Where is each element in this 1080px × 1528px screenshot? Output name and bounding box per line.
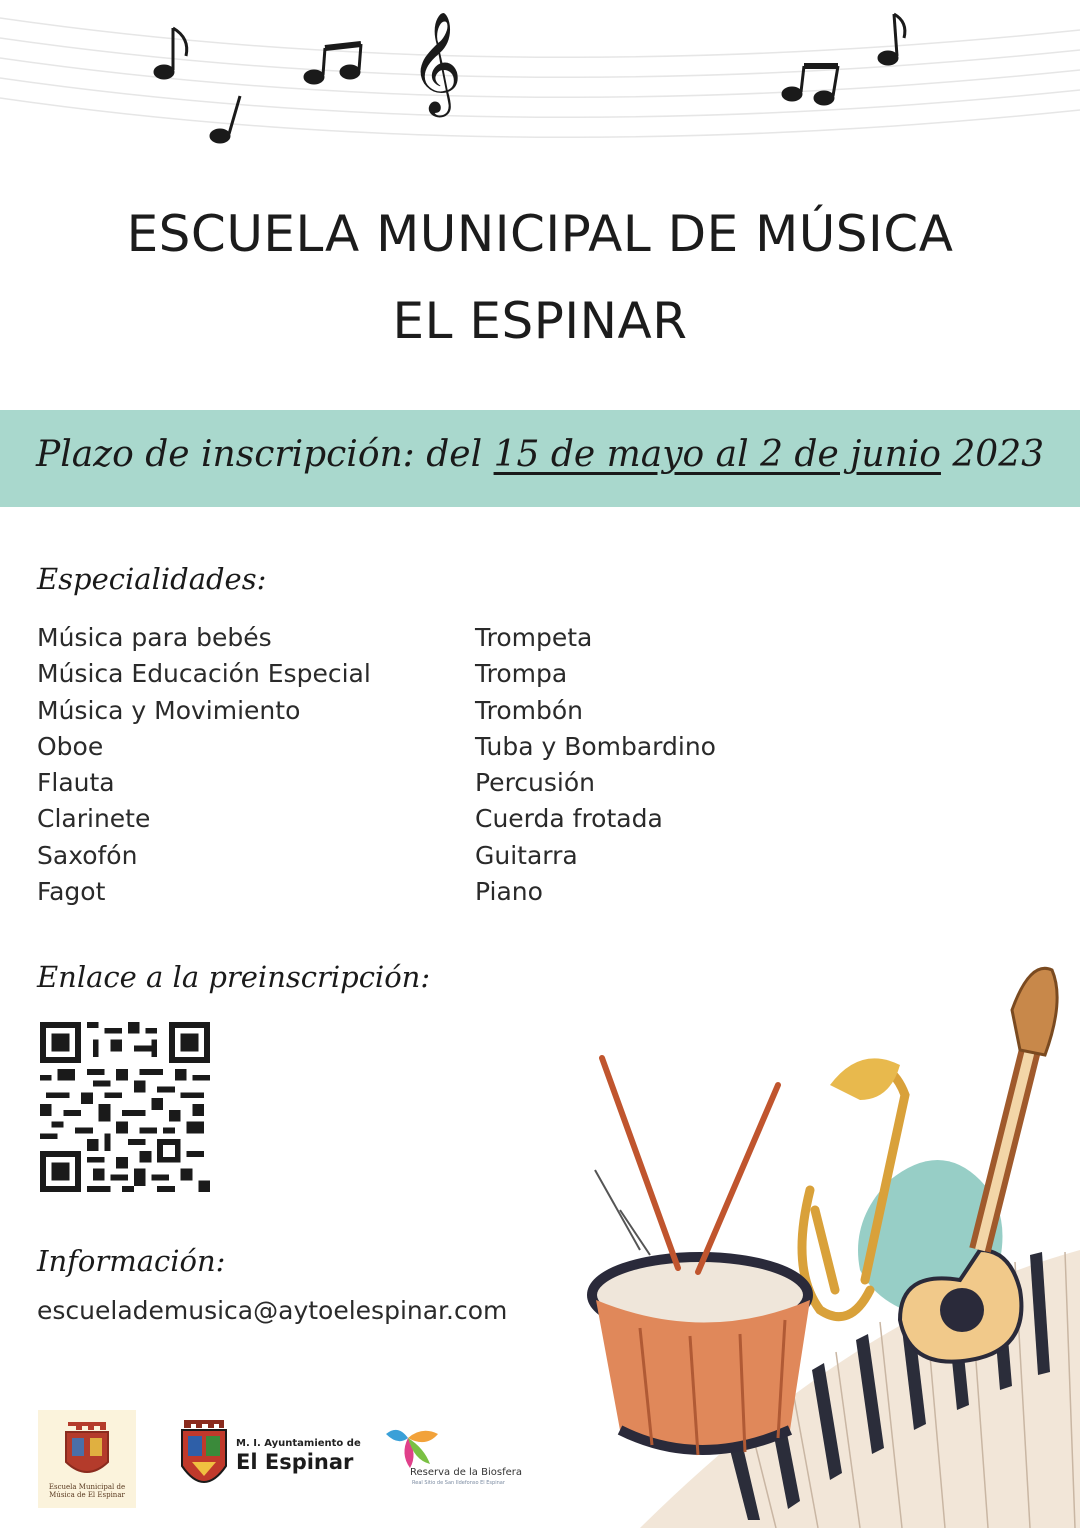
biosphere-label: Reserva de la Biosfera — [410, 1467, 522, 1478]
music-note-icon — [154, 65, 174, 79]
preregistration-heading: Enlace a la preinscripción: — [37, 960, 431, 994]
town-hall-label-small: M. I. Ayuntamiento de — [236, 1438, 361, 1449]
list-item: Música y Movimiento — [37, 695, 301, 725]
list-item: Clarinete — [37, 804, 151, 834]
biosphere-sublabel: Real Sitio de San Ildefonso El Espinar — [412, 1480, 505, 1486]
treble-clef-icon: 𝄞 — [410, 10, 463, 113]
list-item: Guitarra — [475, 840, 578, 870]
registration-period — [0, 434, 1080, 475]
specialties-list-right — [475, 622, 716, 912]
list-item: Oboe — [37, 731, 104, 761]
list-item: Saxofón — [37, 840, 138, 870]
drum-icon — [592, 1257, 810, 1455]
instruments-illustration — [560, 950, 1080, 1528]
town-hall-crest-icon — [178, 1416, 230, 1494]
registration-prefix: Plazo de inscripción: del — [35, 434, 494, 475]
list-item: Percusión — [475, 768, 595, 798]
specialties-heading: Especialidades: — [37, 562, 267, 596]
beamed-notes-icon — [782, 87, 802, 101]
list-item: Música para bebés — [37, 623, 272, 652]
page-title-line1: ESCUELA MUNICIPAL DE MÚSICA — [126, 205, 954, 263]
list-item: Cuerda frotada — [475, 804, 663, 834]
page-title-line2: EL ESPINAR — [392, 292, 688, 350]
biosphere-logo-icon — [378, 1424, 448, 1470]
music-note-icon — [878, 51, 898, 65]
info-heading: Información: — [37, 1244, 226, 1278]
list-item: Música Educación Especial — [37, 659, 371, 689]
music-staff-decoration — [0, 0, 1080, 170]
qr-code-icon[interactable] — [40, 1022, 210, 1192]
email-link[interactable]: escuelademusica@aytoelespinar.com — [37, 1296, 508, 1325]
list-item: Piano — [475, 877, 543, 907]
registration-year: 2023 — [940, 434, 1045, 475]
list-item: Flauta — [37, 768, 115, 798]
music-note-icon — [210, 129, 230, 143]
registration-dates: 15 de mayo al 2 de junio — [493, 434, 941, 475]
list-item: Tuba y Bombardino — [475, 731, 716, 761]
town-hall-label-big: El Espinar — [236, 1450, 354, 1474]
list-item: Fagot — [37, 877, 106, 907]
beamed-notes-icon — [304, 70, 324, 84]
list-item: Trombón — [475, 695, 583, 725]
list-item: Trompa — [475, 659, 568, 689]
school-logo-text: Escuela Municipal de Música de El Espinar — [48, 1483, 126, 1499]
list-item: Trompeta — [475, 623, 593, 652]
specialties-list-left — [37, 622, 371, 912]
